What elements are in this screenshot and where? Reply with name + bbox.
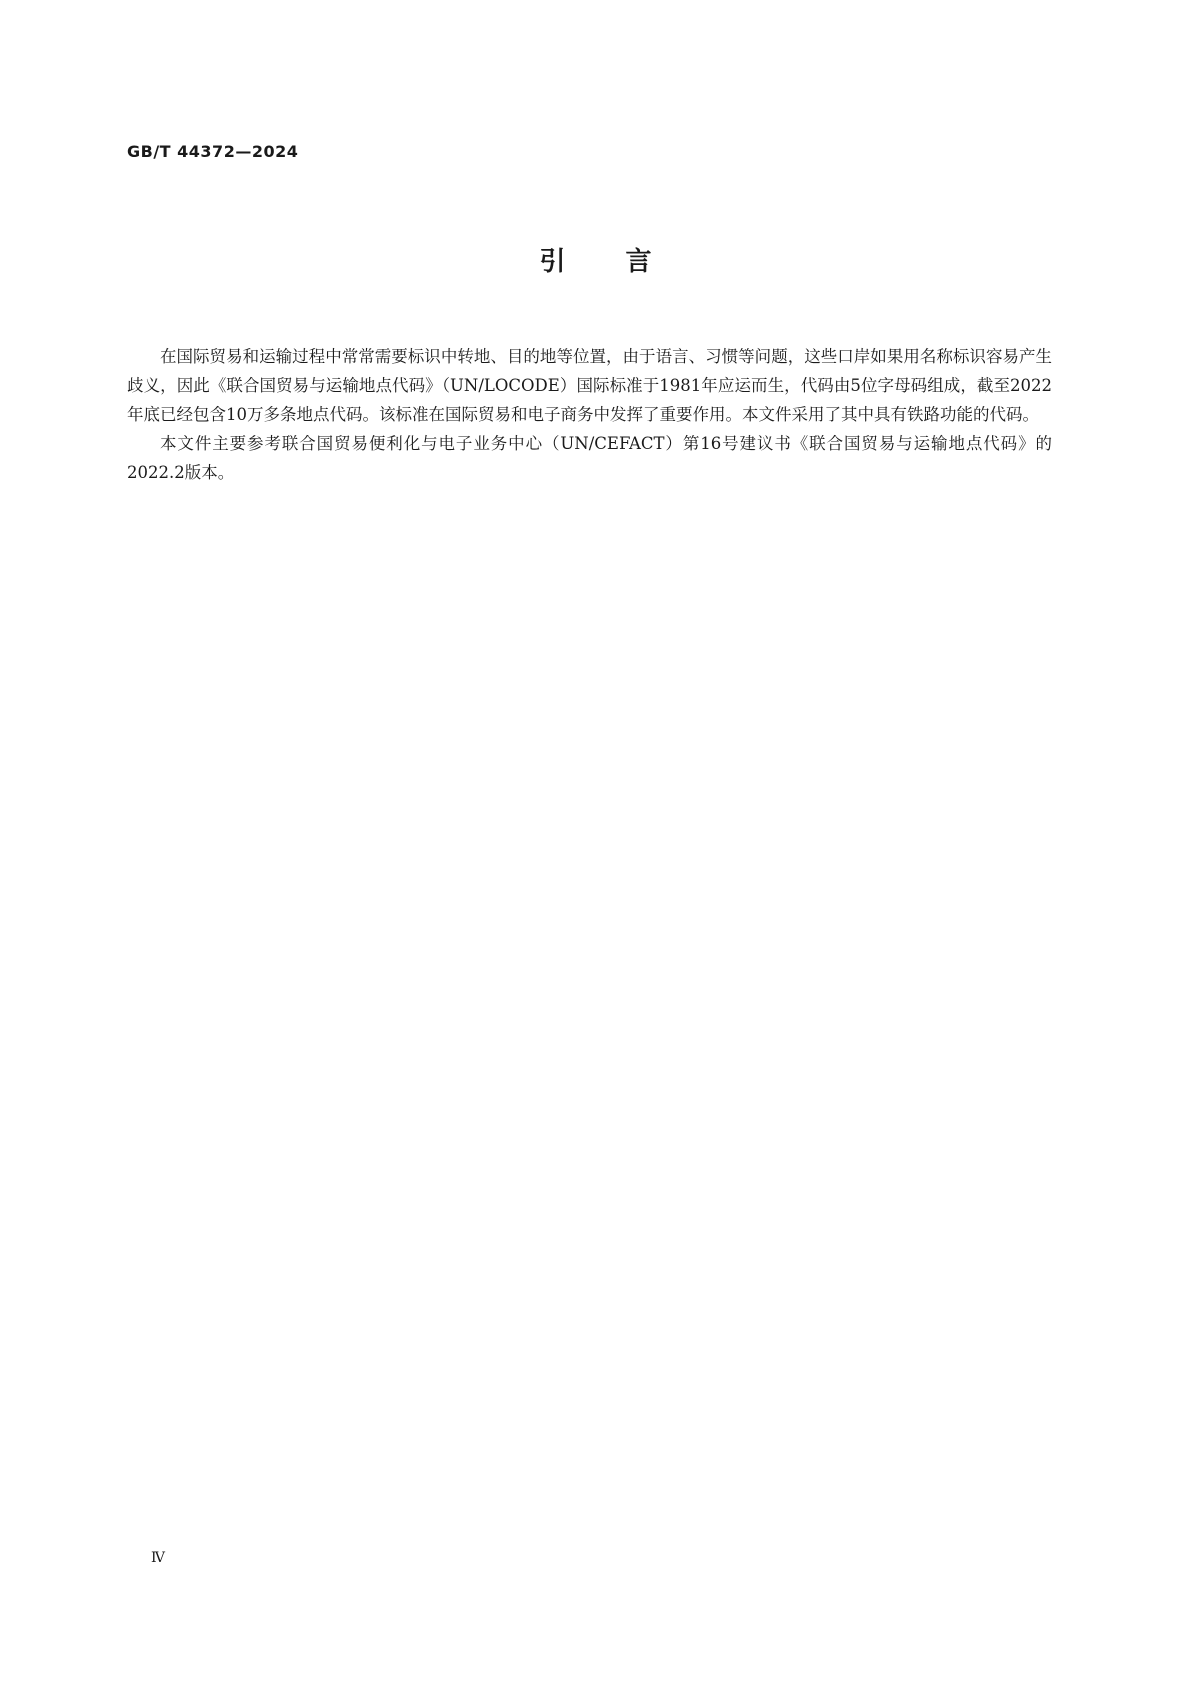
page-number: Ⅳ: [151, 1550, 165, 1566]
standard-number: GB/T 44372—2024: [127, 142, 299, 161]
section-title: [0, 245, 1191, 279]
paragraph-1: 在国际贸易和运输过程中常常需要标识中转地、目的地等位置，由于语言、习惯等问题，这些口岸如果用名称标识容易产生歧义，因此《联合国贸易与运输地点代码》（UN/LOCODE）国际标准于1981年应运而生，代码由5位字母码组成，截至2022年底已经包含10万多条地点代码。该标准在国际贸易和电子商务中发挥了重要作用。本文件采用了其中具有铁路功能的代码。: [127, 347, 1052, 424]
paragraph-2: 本文件主要参考联合国贸易便利化与电子业务中心（UN/CEFACT）第16号建议书《联合国贸易与运输地点代码》的2022.2版本。: [127, 434, 1052, 482]
section-title-char-1: 引: [539, 247, 566, 277]
introduction-body: [127, 342, 1052, 487]
section-title-char-2: 言: [625, 247, 652, 277]
